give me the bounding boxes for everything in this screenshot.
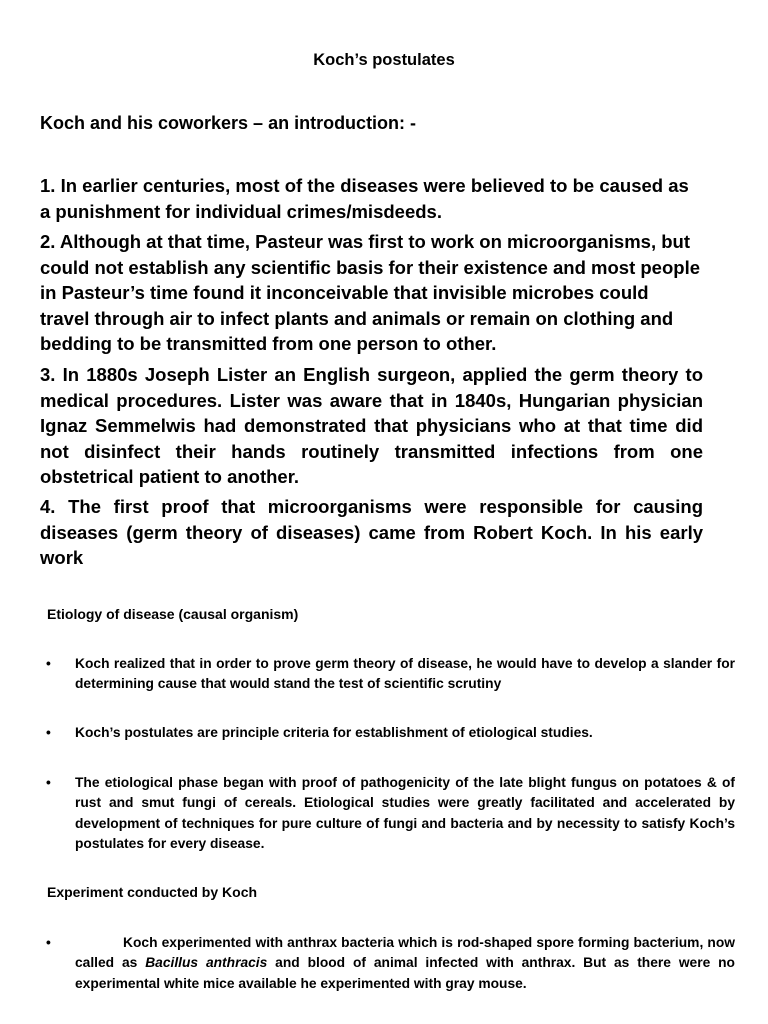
numbered-point-1: 1. In earlier centuries, most of the diseases were believed to be caused as a punishment for individual crimes/misdeeds.	[40, 175, 689, 222]
numbered-point-4: 4. The first proof that microorganisms were responsible for causing diseases (germ theory of diseases) came from Robert Koch. In his early work	[40, 496, 703, 569]
etiology-bullet-text: Koch’s postulates are principle criteria for establishment of etiological studies.	[75, 725, 593, 740]
species-name: Bacillus anthracis	[145, 955, 268, 971]
experiment-bullet-text	[75, 933, 735, 994]
intro-heading: Koch and his coworkers – an introduction: -	[40, 113, 417, 133]
experiment-text-after: and blood of animal infected with anthrax. But as there were no experimental white mice available he experimented with gray mouse.	[75, 955, 735, 991]
numbered-point-3: 3. In 1880s Joseph Lister an English surgeon, applied the germ theory to medical procedures. Lister was aware that in 1840s, Hungarian physician Ignaz Semmelwis had demonstrated that physicians who at that time did not disinfect their hands routinely transmitted infections from one obstetrical patient to another.	[40, 364, 703, 488]
etiology-heading: Etiology of disease (causal organism)	[47, 606, 299, 622]
bullet-dot: •	[46, 725, 51, 740]
bullet-dot: •	[46, 656, 51, 671]
bullet-dot: •	[46, 935, 51, 950]
experiment-heading: Experiment conducted by Koch	[47, 884, 258, 900]
etiology-bullet-text: The etiological phase began with proof of pathogenicity of the late blight fungus on potatoes & of rust and smut fungi of cereals. Etiological studies were greatly facilitated and accelerated by development of techniques for pure culture of fungi and bacteria and by necessity to satisfy Koch’s postulates for every disease.	[75, 775, 735, 851]
experiment-text-before: Koch experimented with anthrax bacteria which is rod-shaped spore forming bacterium, now called as	[75, 935, 735, 971]
bullet-dot: •	[46, 775, 51, 790]
numbered-point-2: 2. Although at that time, Pasteur was first to work on microorganisms, but could not establish any scientific basis for their existence and most people in Pasteur’s time found it inconceivable that invisible microbes could travel through air to infect plants and animals or remain on clothing and bedding to be transmitted from one person to other.	[40, 231, 701, 355]
etiology-bullet-text: Koch realized that in order to prove germ theory of disease, he would have to develop a slander for determining cause that would stand the test of scientific scrutiny	[75, 656, 735, 692]
document-title: Koch’s postulates	[313, 51, 455, 69]
